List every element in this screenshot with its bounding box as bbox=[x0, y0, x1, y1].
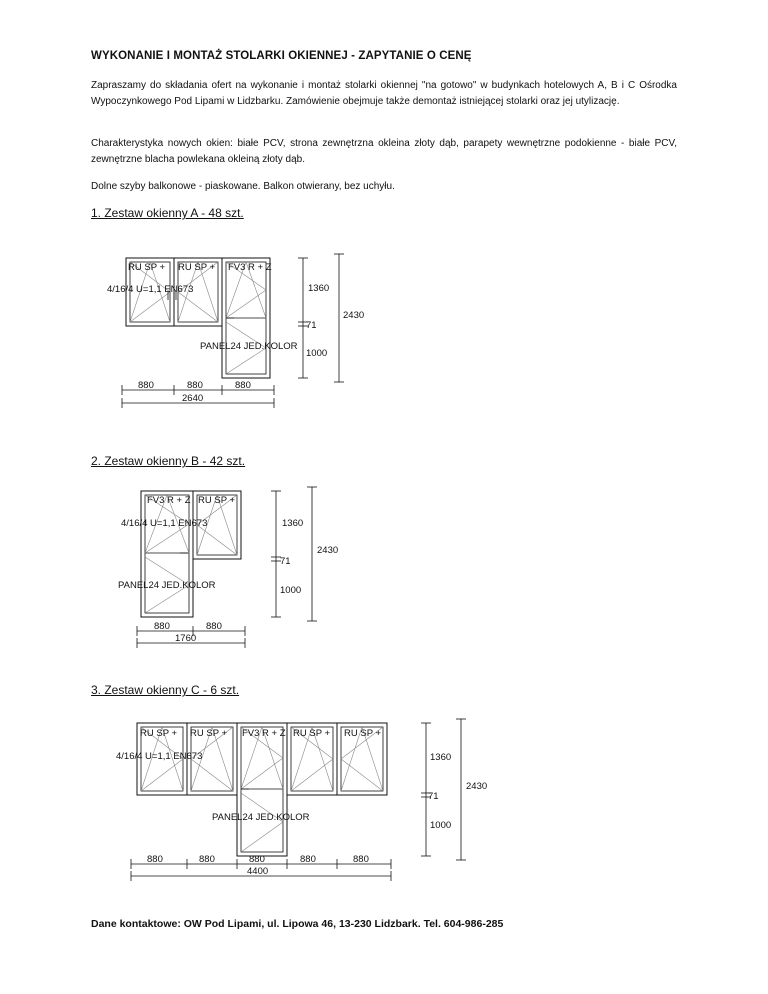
set-c-dim-w4: 880 bbox=[300, 854, 316, 865]
set-b-dim-w1: 880 bbox=[154, 621, 170, 632]
set-c-drawing bbox=[116, 719, 487, 881]
set-c-dim-w2: 880 bbox=[199, 854, 215, 865]
intro-paragraph: Zapraszamy do składania ofert na wykonanie i montaż stolarki okiennej "na gotowo" w budynkach hotelowych A, B i C Ośrodka Wypoczynkowego Pod Lipami w Lidzbarku. Zamówienie obejmuje także demontaż istniejącej stolarki oraz jej utylizację. bbox=[91, 80, 677, 107]
characteristics-paragraph: Charakterystyka nowych okien: białe PCV, strona zewnętrzna okleina złoty dąb, parapety wewnętrzne podokienne - białe PCV, zewnętrzne blacha powlekana okleiną złoty dąb. bbox=[91, 138, 677, 165]
set-a-dim-h-top: 1360 bbox=[308, 283, 330, 294]
set-b-dim-mullion: 71 bbox=[280, 556, 291, 567]
set-c-label-panel: PANEL24 JED.KOLOR bbox=[212, 812, 310, 823]
set-a-label-fv: FV3 R + Z bbox=[228, 262, 272, 273]
set-b-dim-h-bottom: 1000 bbox=[280, 585, 302, 596]
balcony-paragraph: Dolne szyby balkonowe - piaskowane. Balkon otwierany, bez uchyłu. bbox=[91, 181, 395, 192]
set-b-dim-h-top: 1360 bbox=[282, 518, 304, 529]
document-title: WYKONANIE I MONTAŻ STOLARKI OKIENNEJ - ZAPYTANIE O CENĘ bbox=[91, 50, 472, 62]
set-a-label-ru-1: RU SP + bbox=[128, 262, 166, 273]
set-b-label-ru: RU SP + bbox=[198, 495, 236, 506]
set-b-dim-h-total: 2430 bbox=[317, 545, 339, 556]
set-c-label-ru-4: RU SP + bbox=[344, 728, 382, 739]
set-c-dim-total: 4400 bbox=[247, 866, 269, 877]
set-b-label-fv: FV3 R + Z bbox=[147, 495, 191, 506]
set-a-dim-mullion: 71 bbox=[306, 320, 317, 331]
set-c-label-ru-1: RU SP + bbox=[140, 728, 178, 739]
set-c-balcony-door bbox=[237, 723, 287, 856]
contact-footer: Dane kontaktowe: OW Pod Lipami, ul. Lipowa 46, 13-230 Lidzbark. Tel. 604-986-285 bbox=[91, 918, 504, 930]
set-b-label-panel: PANEL24 JED.KOLOR bbox=[118, 580, 216, 591]
set-c-dim-w5: 880 bbox=[353, 854, 369, 865]
set-a-dim-w3: 880 bbox=[235, 380, 251, 391]
set-a-dim-w2: 880 bbox=[187, 380, 203, 391]
set-c-label-fv: FV3 R + Z bbox=[242, 728, 286, 739]
set-a-dim-h-bottom: 1000 bbox=[306, 348, 328, 359]
set-a-label-glass: 4/16/4 U=1,1 EN673 bbox=[107, 284, 194, 295]
set-c-dim-h-total: 2430 bbox=[466, 781, 488, 792]
set-c-label-glass: 4/16/4 U=1,1 EN673 bbox=[116, 751, 203, 762]
set-a-heading: 1. Zestaw okienny A - 48 szt. bbox=[91, 206, 244, 220]
set-b-label-glass: 4/16/4 U=1,1 EN673 bbox=[121, 518, 208, 529]
set-b-heading: 2. Zestaw okienny B - 42 szt. bbox=[91, 454, 246, 468]
set-a-dim-total: 2640 bbox=[182, 393, 204, 404]
set-a-label-ru-2: RU SP + bbox=[178, 262, 216, 273]
set-a-drawing bbox=[107, 254, 364, 408]
set-b-balcony-door bbox=[141, 491, 193, 617]
set-c-heading: 3. Zestaw okienny C - 6 szt. bbox=[91, 683, 240, 697]
set-c-dim-w3: 880 bbox=[249, 854, 265, 865]
set-c-label-ru-3: RU SP + bbox=[293, 728, 331, 739]
set-a-dim-h-total: 2430 bbox=[343, 310, 365, 321]
set-c-label-ru-2: RU SP + bbox=[190, 728, 228, 739]
set-c-dim-h-bottom: 1000 bbox=[430, 820, 452, 831]
set-b-drawing bbox=[118, 487, 338, 648]
set-c-dim-w1: 880 bbox=[147, 854, 163, 865]
set-b-dim-total: 1760 bbox=[175, 633, 197, 644]
set-a-label-panel: PANEL24 JED.KOLOR bbox=[200, 341, 298, 352]
set-a-dim-w1: 880 bbox=[138, 380, 154, 391]
set-c-dim-mullion: 71 bbox=[428, 791, 439, 802]
set-c-dim-h-top: 1360 bbox=[430, 752, 452, 763]
set-b-dim-w2: 880 bbox=[206, 621, 222, 632]
